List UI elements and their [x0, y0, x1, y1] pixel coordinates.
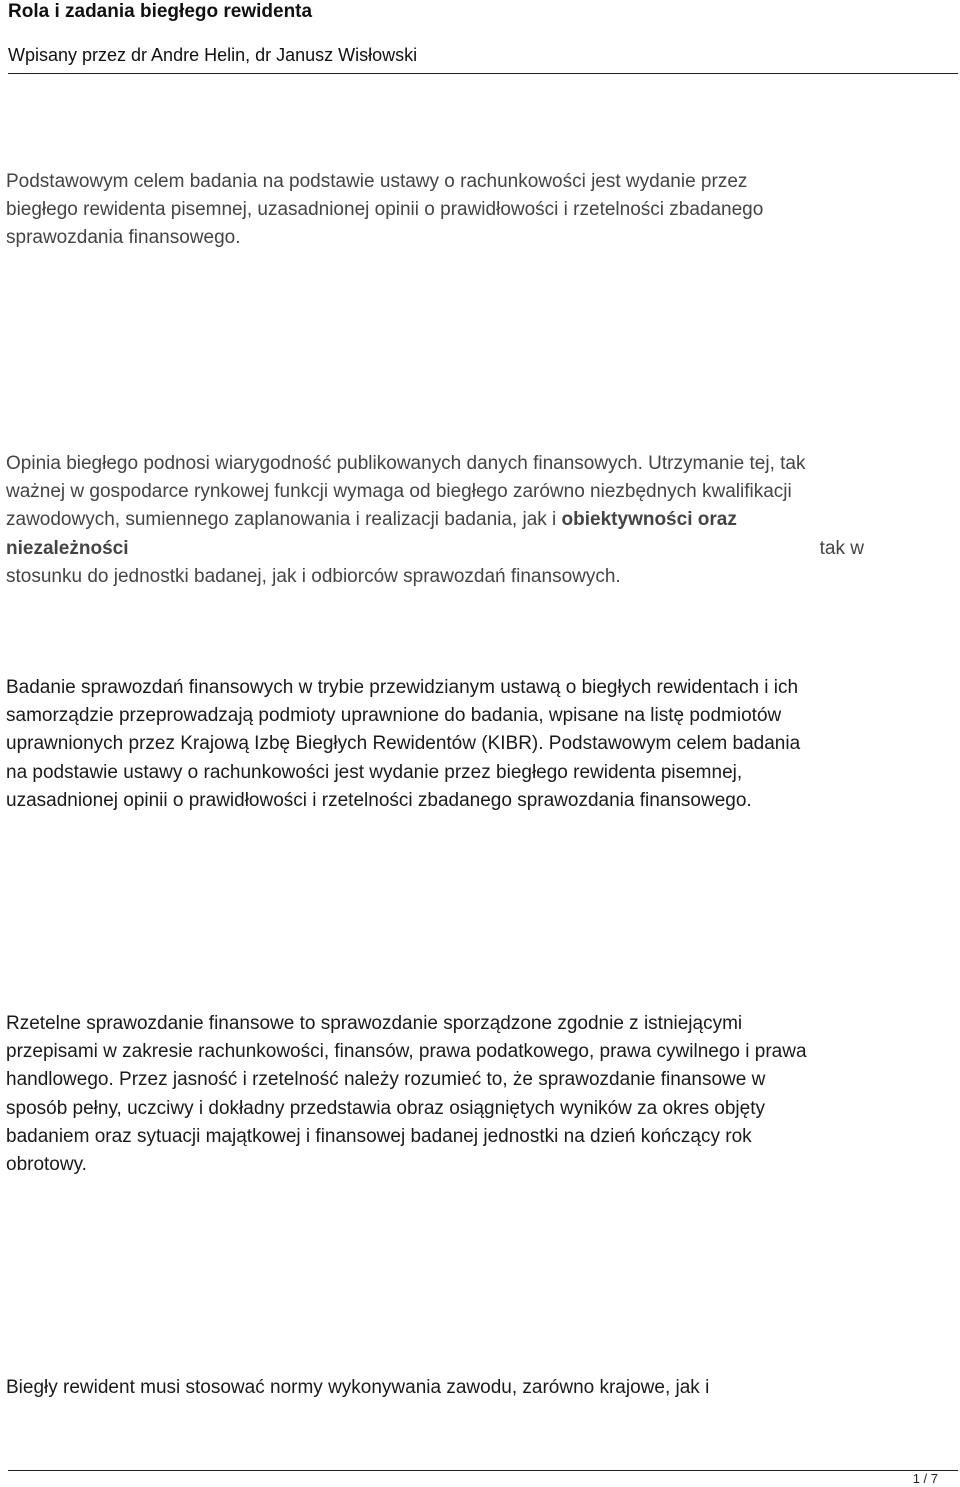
paragraph-line: sposób pełny, uczciwy i dokładny przedstawia obraz osiągniętych wyników za okres objęty [6, 1097, 765, 1119]
paragraph-line: ważnej w gospodarce rynkowej funkcji wymaga od biegłego zarówno niezbędnych kwalifikacji [6, 481, 792, 503]
page-number: 1 / 7 [912, 1471, 938, 1486]
paragraph-line: stosunku do jednostki badanej, jak i odbiorców sprawozdań finansowych. [6, 565, 621, 587]
document-authors: Wpisany przez dr Andre Helin, dr Janusz Wisłowski [8, 45, 418, 65]
paragraph-line [6, 506, 956, 534]
document-title: Rola i zadania biegłego rewidenta [8, 1, 313, 22]
paragraph-line: obrotowy. [6, 1154, 87, 1176]
paragraph-line: samorządzie przeprowadzają podmioty uprawnione do badania, wpisane na listę podmiotów [6, 705, 782, 727]
paragraph-1 [6, 168, 956, 253]
header-divider [8, 73, 958, 74]
paragraph-line: przepisami w zakresie rachunkowości, finansów, prawa podatkowego, prawa cywilnego i prawa [6, 1041, 807, 1063]
paragraph-text: tak w [819, 537, 864, 559]
paragraph-line: Badanie sprawozdań finansowych w trybie przewidzianym ustawą o biegłych rewidentach i ich [6, 677, 799, 698]
paragraph-line: handlowego. Przez jasność i rzetelność należy rozumieć to, że sprawozdanie finansowe w [6, 1069, 766, 1091]
paragraph-line: Opinia biegłego podnosi wiarygodność publikowanych danych finansowych. Utrzymanie tej, tak [6, 453, 806, 474]
paragraph-line: sprawozdania finansowego. [6, 227, 241, 249]
paragraph-line: Podstawowym celem badania na podstawie ustawy o rachunkowości jest wydanie przez [6, 171, 748, 192]
footer-divider [8, 1470, 958, 1471]
paragraph-line: Biegły rewident musi stosować normy wykonywania zawodu, zarówno krajowe, jak i [6, 1377, 710, 1398]
paragraph-line: uzasadnionej opinii o prawidłowości i rzetelności zbadanego sprawozdania finansowego. [6, 789, 752, 811]
paragraph-4 [6, 1010, 956, 1179]
paragraph-2 [6, 450, 956, 591]
paragraph-line: biegłego rewidenta pisemnej, uzasadnionej opinii o prawidłowości i rzetelności zbadanego [6, 199, 764, 221]
paragraph-line: uprawnionych przez Krajową Izbę Biegłych Rewidentów (KIBR). Podstawowym celem badania [6, 733, 801, 755]
paragraph-text: zawodowych, sumiennego zaplanowania i realizacji badania, jak i [6, 509, 562, 531]
paragraph-line: badaniem oraz sytuacji majątkowej i finansowej badanej jednostki na dzień kończący rok [6, 1125, 752, 1147]
paragraph-3 [6, 674, 956, 815]
bold-text: niezależności [6, 537, 129, 559]
paragraph-line [6, 535, 864, 563]
paragraph-5 [6, 1374, 956, 1402]
bold-text: obiektywności oraz [561, 509, 737, 531]
paragraph-line: na podstawie ustawy o rachunkowości jest wydanie przez biegłego rewidenta pisemnej, [6, 761, 743, 783]
paragraph-line: Rzetelne sprawozdanie finansowe to sprawozdanie sporządzone zgodnie z istniejącymi [6, 1013, 743, 1034]
